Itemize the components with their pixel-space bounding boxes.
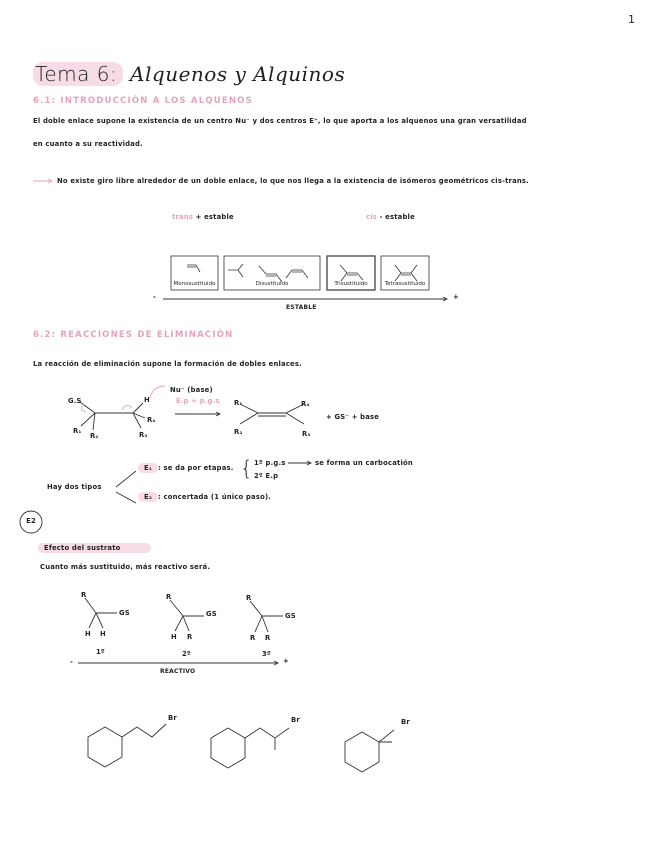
- e1-label: E₁: [138, 463, 158, 473]
- products-text: + GS⁻ + base: [326, 413, 380, 421]
- atom-label: Br: [401, 718, 410, 726]
- atom-label: GS: [119, 609, 130, 617]
- condition-label: E.p + p.g.s: [176, 397, 220, 405]
- degree-label: 1º: [96, 648, 105, 656]
- box-label: Trisustituido: [334, 281, 368, 287]
- atom-label: G.S: [68, 397, 82, 405]
- cis-label: cis: [366, 213, 378, 221]
- trans-label: trans: [172, 213, 194, 221]
- atom-label: R: [250, 634, 256, 642]
- atom-label: R₁: [234, 399, 243, 407]
- intro-text: La reacción de eliminación supone la formación de dobles enlaces.: [33, 360, 302, 368]
- title-main: Alquenos y Alquinos: [130, 62, 346, 86]
- note-text: No existe giro libre alrededor de un doble enlace, lo que nos llega a la existencia de isómeros geométricos cis-trans.: [57, 177, 529, 185]
- title-prefix: Tema 6:: [33, 62, 123, 86]
- degree-label: 3º: [262, 650, 271, 658]
- degree-label: 2º: [182, 650, 191, 658]
- section-heading-intro: 6.1: INTRODUCCIÓN A LOS ALQUENOS: [33, 96, 253, 106]
- axis-plus: +: [283, 657, 289, 665]
- axis-label: REACTIVO: [160, 668, 196, 675]
- brace: {: [240, 456, 253, 480]
- atom-label: H: [144, 396, 150, 404]
- atom-label: Br: [168, 714, 177, 722]
- e2-badge-circle: [20, 511, 42, 533]
- substrate-subheading: Efecto del sustrato: [38, 543, 151, 553]
- atom-label: GS: [285, 612, 296, 620]
- trans-text: + estable: [195, 213, 234, 221]
- substrate-text: Cuanto más sustituido, más reactivo será.: [40, 563, 211, 571]
- stability-boxes: [171, 256, 429, 290]
- paragraph-line: El doble enlace supone la existencia de un centro Nu⁻ y dos centros E⁺, lo que aporta a los alquenos una gran versatilidad: [33, 117, 527, 125]
- axis-plus: +: [453, 293, 459, 301]
- atom-label: H: [85, 630, 91, 638]
- e1-text: : se da por etapas.: [158, 464, 234, 472]
- note-arrow-icon: [33, 179, 52, 183]
- atom-label: R₃: [302, 430, 311, 438]
- e1-step1-result: se forma un carbocatión: [315, 459, 413, 467]
- atom-label: R: [81, 591, 87, 599]
- atom-label: R₁: [73, 427, 82, 435]
- reagent-label: Nu⁻ (base): [170, 386, 213, 394]
- stability-arrow: [163, 297, 447, 301]
- atom-label: H: [171, 633, 177, 641]
- axis-minus: -: [153, 293, 157, 301]
- e2-label: E₂: [138, 492, 158, 502]
- e1-step1: 1º p.g.s: [254, 459, 286, 467]
- reaction-scheme: [80, 386, 304, 430]
- section-heading-elimination: 6.2: REACCIONES DE ELIMINACIÓN: [33, 330, 234, 340]
- atom-label: R: [166, 593, 172, 601]
- atom-label: R: [265, 634, 271, 642]
- e-type-branches: [116, 461, 311, 503]
- substrate-structures: [78, 598, 283, 665]
- axis-minus: -: [70, 658, 74, 666]
- cyclohexane-bromides: [88, 724, 394, 772]
- cis-text: - estable: [379, 213, 415, 221]
- e2-badge: E2: [26, 517, 36, 525]
- atom-label: GS: [206, 610, 217, 618]
- atom-label: Br: [291, 716, 300, 724]
- box-label: Monosustituido: [173, 281, 216, 287]
- atom-label: R: [246, 594, 252, 602]
- atom-label: R₃: [139, 431, 148, 439]
- paragraph-line: en cuanto a su reactividad.: [33, 140, 143, 148]
- atom-label: H: [100, 630, 106, 638]
- atom-label: R₄: [301, 400, 310, 408]
- box-label: Disustituido: [255, 281, 289, 287]
- atom-label: R₄: [147, 416, 156, 424]
- e2-text: : concertada (1 único paso).: [158, 493, 272, 501]
- e1-step2: 2º E.p: [254, 472, 279, 480]
- atom-label: R₂: [234, 428, 243, 436]
- box-label: Tetrasustituido: [384, 281, 426, 287]
- atom-label: R₂: [90, 432, 99, 440]
- axis-label: ESTABLE: [286, 304, 317, 311]
- page-number: 1: [628, 13, 635, 26]
- types-label: Hay dos tipos: [47, 483, 102, 491]
- atom-label: R: [187, 633, 193, 641]
